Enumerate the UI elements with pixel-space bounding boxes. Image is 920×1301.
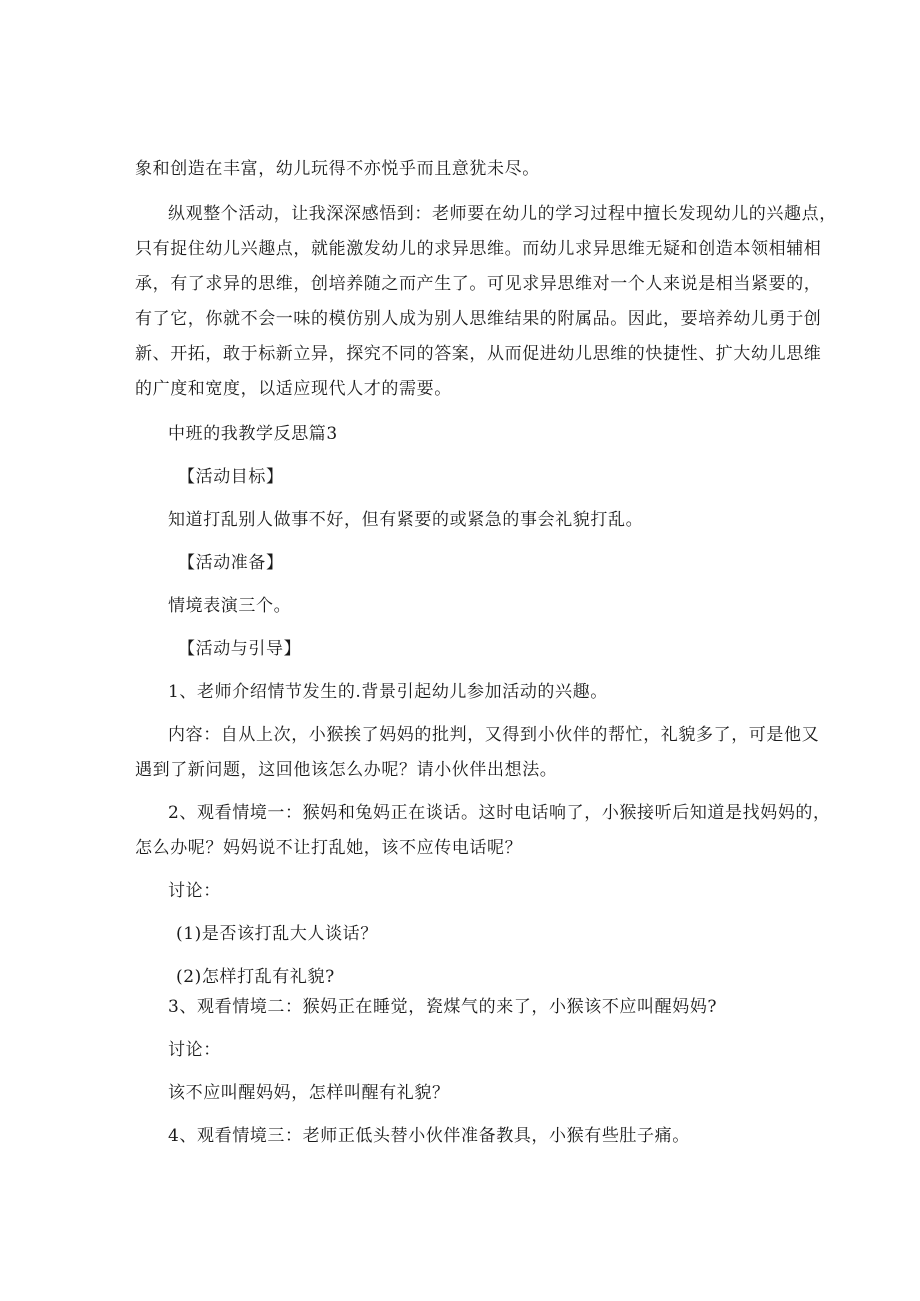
question-1: (1)是否该打乱大人谈话？ xyxy=(176,924,378,944)
step-4: 4、观看情境三：老师正低头替小伙伴准备教具，小猴有些肚子痛。 xyxy=(168,1126,690,1146)
discussion-label: 讨论： xyxy=(168,1040,221,1060)
reflection-paragraph-line: 有了它，你就不会一味的模仿别人成为别人思维结果的附属品。因此，要培养幼儿勇于创 xyxy=(135,309,822,329)
heading-activity-goal: 【活动目标】 xyxy=(178,467,284,487)
step-2-line: 怎么办呢？妈妈说不让打乱她，该不应传电话呢？ xyxy=(135,838,523,858)
reflection-paragraph-line: 只有捉住幼儿兴趣点，就能激发幼儿的求异思维。而幼儿求异思维无疑和创造本领相辅相 xyxy=(135,239,822,259)
heading-activity-prep: 【活动准备】 xyxy=(178,553,284,573)
heading-activity-guide: 【活动与引导】 xyxy=(178,639,302,659)
reflection-paragraph-line: 新、开拓，敢于标新立异，探究不同的答案，从而促进幼儿思维的快捷性、扩大幼儿思维 xyxy=(135,344,822,364)
goal-text: 知道打乱别人做事不好，但有紧要的或紧急的事会礼貌打乱。 xyxy=(168,510,644,530)
question-2: (2)怎样打乱有礼貌? xyxy=(176,967,335,987)
reflection-paragraph-line: 承，有了求异的思维，创培养随之而产生了。可见求异思维对一个人来说是相当紧要的， xyxy=(135,274,822,294)
discussion-label: 讨论： xyxy=(168,881,221,901)
reflection-paragraph-line: 的广度和宽度，以适应现代人才的需要。 xyxy=(135,379,452,399)
paragraph-continuation: 象和创造在丰富，幼儿玩得不亦悦乎而且意犹未尽。 xyxy=(135,159,540,179)
discussion-text: 该不应叫醒妈妈，怎样叫醒有礼貌？ xyxy=(168,1083,450,1103)
section-title: 中班的我教学反思篇3 xyxy=(168,424,338,444)
step-2-line: 2、观看情境一：猴妈和兔妈正在谈话。这时电话响了，小猴接听后知道是找妈妈的， xyxy=(168,803,831,823)
reflection-paragraph-line: 纵观整个活动，让我深深感悟到：老师要在幼儿的学习过程中擅长发现幼儿的兴趣点， xyxy=(168,204,837,224)
content-paragraph-line: 内容：自从上次，小猴挨了妈妈的批判，又得到小伙伴的帮忙，礼貌多了，可是他又 xyxy=(168,725,820,745)
step-3: 3、观看情境二：猴妈正在睡觉，瓷煤气的来了，小猴该不应叫醒妈妈? xyxy=(168,997,718,1017)
step-1: 1、老师介绍情节发生的.背景引起幼儿参加活动的兴趣。 xyxy=(168,682,608,702)
content-paragraph-line: 遇到了新问题，这回他该怎么办呢？请小伙伴出想法。 xyxy=(135,760,558,780)
prep-text: 情境表演三个。 xyxy=(168,596,292,616)
